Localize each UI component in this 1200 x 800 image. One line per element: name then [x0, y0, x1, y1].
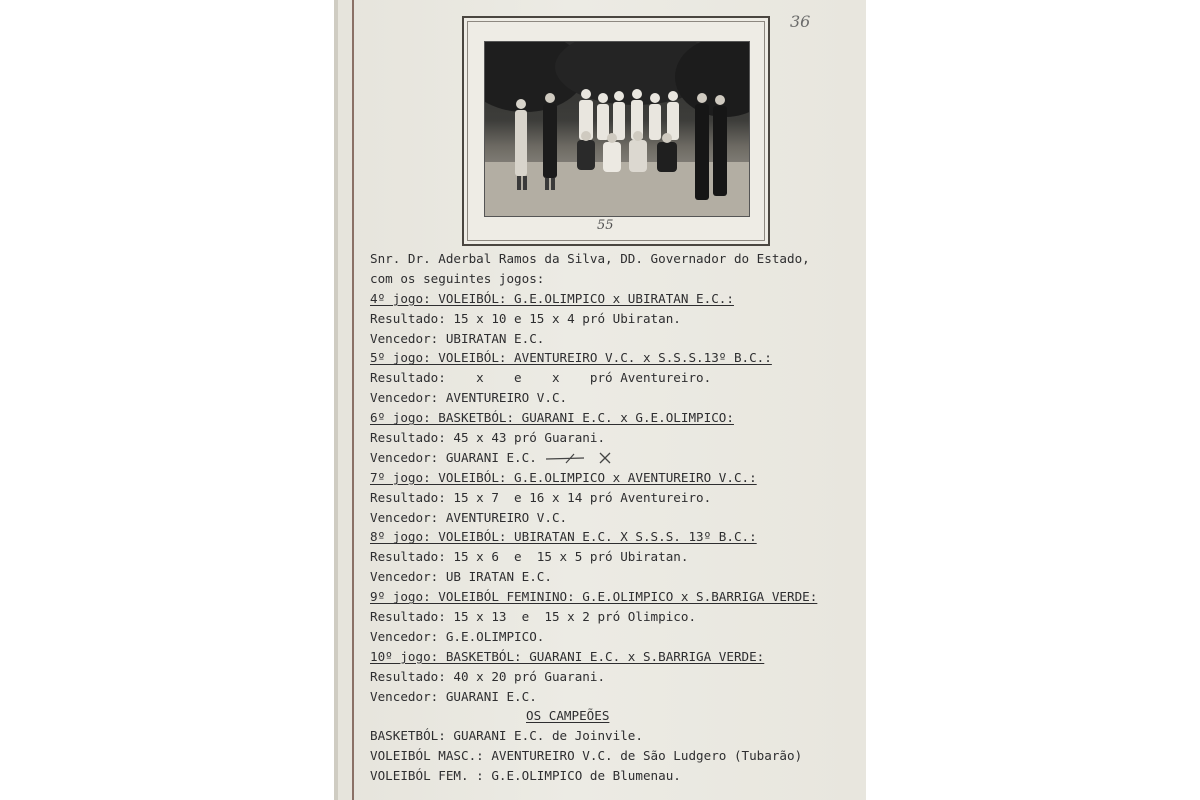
game-result: Resultado: 15 x 10 e 15 x 4 pró Ubiratan.	[370, 310, 681, 326]
champion-line: BASKETBÓL: GUARANI E.C. de Joinvile.	[370, 728, 643, 744]
champion-line: VOLEIBÓL MASC.: AVENTUREIRO V.C. de São Ludgero (Tubarão)	[370, 748, 803, 764]
photo-frame	[462, 16, 770, 246]
game-heading: 7º jogo: VOLEIBÓL: G.E.OLIMPICO x AVENTUREIRO V.C.:	[370, 469, 757, 485]
game-result: Resultado: 15 x 13 e 15 x 2 pró Olimpico.	[370, 609, 697, 625]
game-result: Resultado: 45 x 43 pró Guarani.	[370, 430, 606, 446]
team-group-photo	[484, 41, 750, 217]
game-winner-row	[370, 448, 860, 468]
game-heading: 5º jogo: VOLEIBÓL: AVENTUREIRO V.C. x S.S.S.13º B.C.:	[370, 350, 772, 366]
photo-caption: 55	[597, 218, 614, 233]
game-winner: Vencedor: UBIRATAN E.C.	[370, 330, 545, 346]
champions-title: OS CAMPEÕES	[526, 708, 610, 724]
game-winner: Vencedor: AVENTUREIRO V.C.	[370, 509, 568, 525]
document-page	[334, 0, 866, 800]
address-line: Snr. Dr. Aderbal Ramos da Silva, DD. Governador do Estado,	[370, 251, 810, 266]
document-body	[370, 249, 860, 786]
champion-line: VOLEIBÓL FEM. : G.E.OLIMPICO de Blumenau.	[370, 768, 681, 784]
page-edge-shadow	[334, 0, 338, 800]
game-winner: Vencedor: G.E.OLIMPICO.	[370, 628, 545, 644]
address-line: com os seguintes jogos:	[370, 270, 545, 286]
pen-scribble-icon	[544, 451, 614, 465]
margin-rule	[352, 0, 354, 800]
page-number: 36	[790, 12, 811, 31]
game-result: Resultado: 15 x 7 e 16 x 14 pró Aventureiro.	[370, 489, 712, 505]
game-heading: 9º jogo: VOLEIBÓL FEMININO: G.E.OLIMPICO x S.BARRIGA VERDE:	[370, 589, 818, 605]
game-heading: 10º jogo: BASKETBÓL: GUARANI E.C. x S.BARRIGA VERDE:	[370, 648, 765, 664]
game-result: Resultado: x e x pró Aventureiro.	[370, 370, 712, 386]
game-winner: Vencedor: AVENTUREIRO V.C.	[370, 390, 568, 406]
game-winner: Vencedor: UB IRATAN E.C.	[370, 569, 552, 585]
team-group-photo-icon	[485, 42, 749, 216]
game-result: Resultado: 40 x 20 pró Guarani.	[370, 668, 606, 684]
game-result: Resultado: 15 x 6 e 15 x 5 pró Ubiratan.	[370, 549, 689, 565]
game-winner: Vencedor: GUARANI E.C.	[370, 688, 537, 704]
game-heading: 4º jogo: VOLEIBÓL: G.E.OLIMPICO x UBIRATAN E.C.:	[370, 290, 734, 306]
game-heading: 6º jogo: BASKETBÓL: GUARANI E.C. x G.E.OLIMPICO:	[370, 410, 734, 426]
game-winner: Vencedor: GUARANI E.C.	[370, 449, 537, 465]
game-heading: 8º jogo: VOLEIBÓL: UBIRATAN E.C. X S.S.S. 13º B.C.:	[370, 529, 757, 545]
